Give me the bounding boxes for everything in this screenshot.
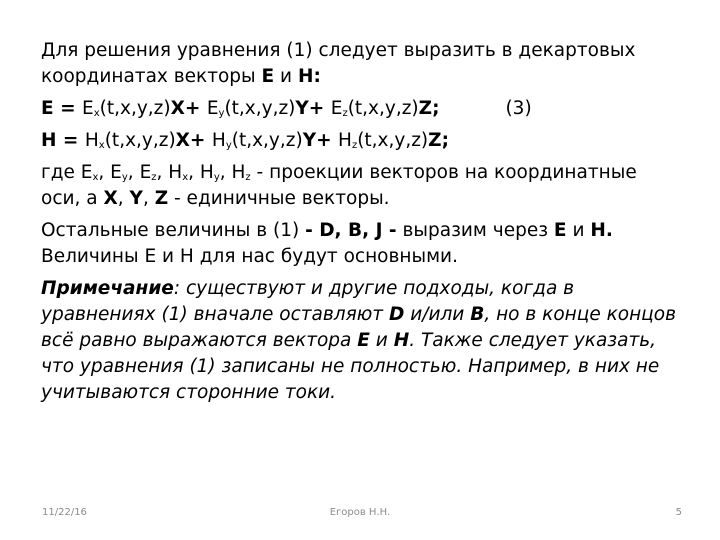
subscript: z bbox=[351, 140, 358, 151]
note-text: : существуют и другие подходы, когда в уравнениях (1) вначале оставляют bbox=[41, 278, 575, 325]
vector-h: H. bbox=[590, 220, 613, 241]
quantities-paragraph bbox=[41, 218, 681, 270]
equation-lhs: H = bbox=[41, 130, 85, 151]
subscript: z bbox=[151, 172, 157, 183]
unit-vector: Z; bbox=[418, 98, 440, 119]
projections-paragraph bbox=[41, 160, 681, 212]
component: E bbox=[330, 98, 343, 119]
component: H bbox=[168, 162, 183, 183]
main-quantities-line: Величины E и H для нас будут основными. bbox=[41, 246, 458, 267]
conjunction: и bbox=[566, 220, 591, 241]
lead-text: где bbox=[41, 162, 81, 183]
separator: , bbox=[127, 162, 140, 183]
subscript: x bbox=[93, 108, 100, 119]
separator: , bbox=[188, 162, 200, 183]
separator: , bbox=[219, 162, 232, 183]
equation-lhs: E = bbox=[41, 98, 83, 119]
unit-vector: Y+ bbox=[295, 98, 331, 119]
note-text: и bbox=[369, 330, 394, 351]
unit-vector: X+ bbox=[175, 130, 212, 151]
unit-vector: Z; bbox=[428, 130, 449, 151]
vector-h: H bbox=[297, 66, 314, 87]
subscript: x bbox=[98, 140, 105, 151]
note-label: Примечание bbox=[41, 278, 174, 299]
separator: , bbox=[142, 188, 155, 209]
component: E bbox=[80, 162, 93, 183]
intro-paragraph bbox=[41, 38, 681, 90]
component: H bbox=[338, 130, 352, 151]
unit-vector-x: X bbox=[103, 188, 118, 209]
note-text: и/или bbox=[404, 304, 471, 325]
component: E bbox=[139, 162, 152, 183]
equation-e bbox=[41, 96, 681, 122]
unit-vector: Y+ bbox=[302, 130, 339, 151]
slide-body bbox=[41, 38, 681, 406]
unit-vector-y: Y bbox=[129, 188, 143, 209]
arguments: (t,x,y,z) bbox=[224, 98, 296, 119]
equation-h bbox=[41, 128, 681, 154]
vector-d: D bbox=[388, 304, 405, 325]
vector-h: H bbox=[393, 330, 410, 351]
separator: , bbox=[117, 188, 130, 209]
unit-vector: X+ bbox=[170, 98, 207, 119]
separator: , bbox=[156, 162, 169, 183]
subscript: y bbox=[213, 172, 220, 183]
subscript: z bbox=[342, 108, 348, 119]
component: H bbox=[231, 162, 246, 183]
equation-number: (3) bbox=[505, 98, 532, 119]
body-text: - единичные векторы. bbox=[168, 188, 390, 209]
arguments: (t,x,y,z) bbox=[99, 98, 171, 119]
body-text: - проекции векторов на координатные оси, а bbox=[41, 162, 637, 209]
unit-vector-z: Z bbox=[154, 188, 169, 209]
subscript: z bbox=[245, 172, 251, 183]
subscript: y bbox=[225, 140, 232, 151]
lead-text: Остальные величины в (1) bbox=[41, 220, 306, 241]
conjunction: и bbox=[274, 66, 298, 87]
variables-d-b-j: - D, B, J - bbox=[305, 220, 397, 241]
footer-author: Егоров Н.Н. bbox=[329, 507, 391, 518]
arguments: (t,x,y,z) bbox=[104, 130, 176, 151]
subscript: y bbox=[121, 172, 128, 183]
note-text: . Также следует указать, что уравнения (1) записаны не полностью. Например, в них не учитываются сторонние токи. bbox=[41, 330, 660, 403]
vector-e: E bbox=[261, 66, 275, 87]
subscript: x bbox=[182, 172, 189, 183]
note-paragraph bbox=[41, 276, 681, 406]
component: E bbox=[82, 98, 94, 119]
intro-text: Для решения уравнения (1) следует выразить в декартовых координатах векторы bbox=[41, 40, 636, 87]
component: H bbox=[84, 130, 99, 151]
component: H bbox=[211, 130, 226, 151]
arguments: (t,x,y,z) bbox=[231, 130, 303, 151]
vector-e: E bbox=[553, 220, 567, 241]
body-text: выразим через bbox=[396, 220, 554, 241]
note-text: , но в конце концов всё равно выражаются вектора bbox=[41, 304, 676, 351]
vector-b: B bbox=[470, 304, 485, 325]
colon: : bbox=[313, 66, 321, 87]
component: E bbox=[110, 162, 122, 183]
page-number: 5 bbox=[675, 507, 682, 518]
subscript: y bbox=[218, 108, 225, 119]
component: E bbox=[206, 98, 219, 119]
arguments: (t,x,y,z) bbox=[357, 130, 429, 151]
vector-e: E bbox=[357, 330, 370, 351]
component: H bbox=[199, 162, 214, 183]
arguments: (t,x,y,z) bbox=[347, 98, 419, 119]
subscript: x bbox=[92, 172, 99, 183]
footer-date: 11/22/16 bbox=[42, 507, 87, 518]
separator: , bbox=[98, 162, 111, 183]
